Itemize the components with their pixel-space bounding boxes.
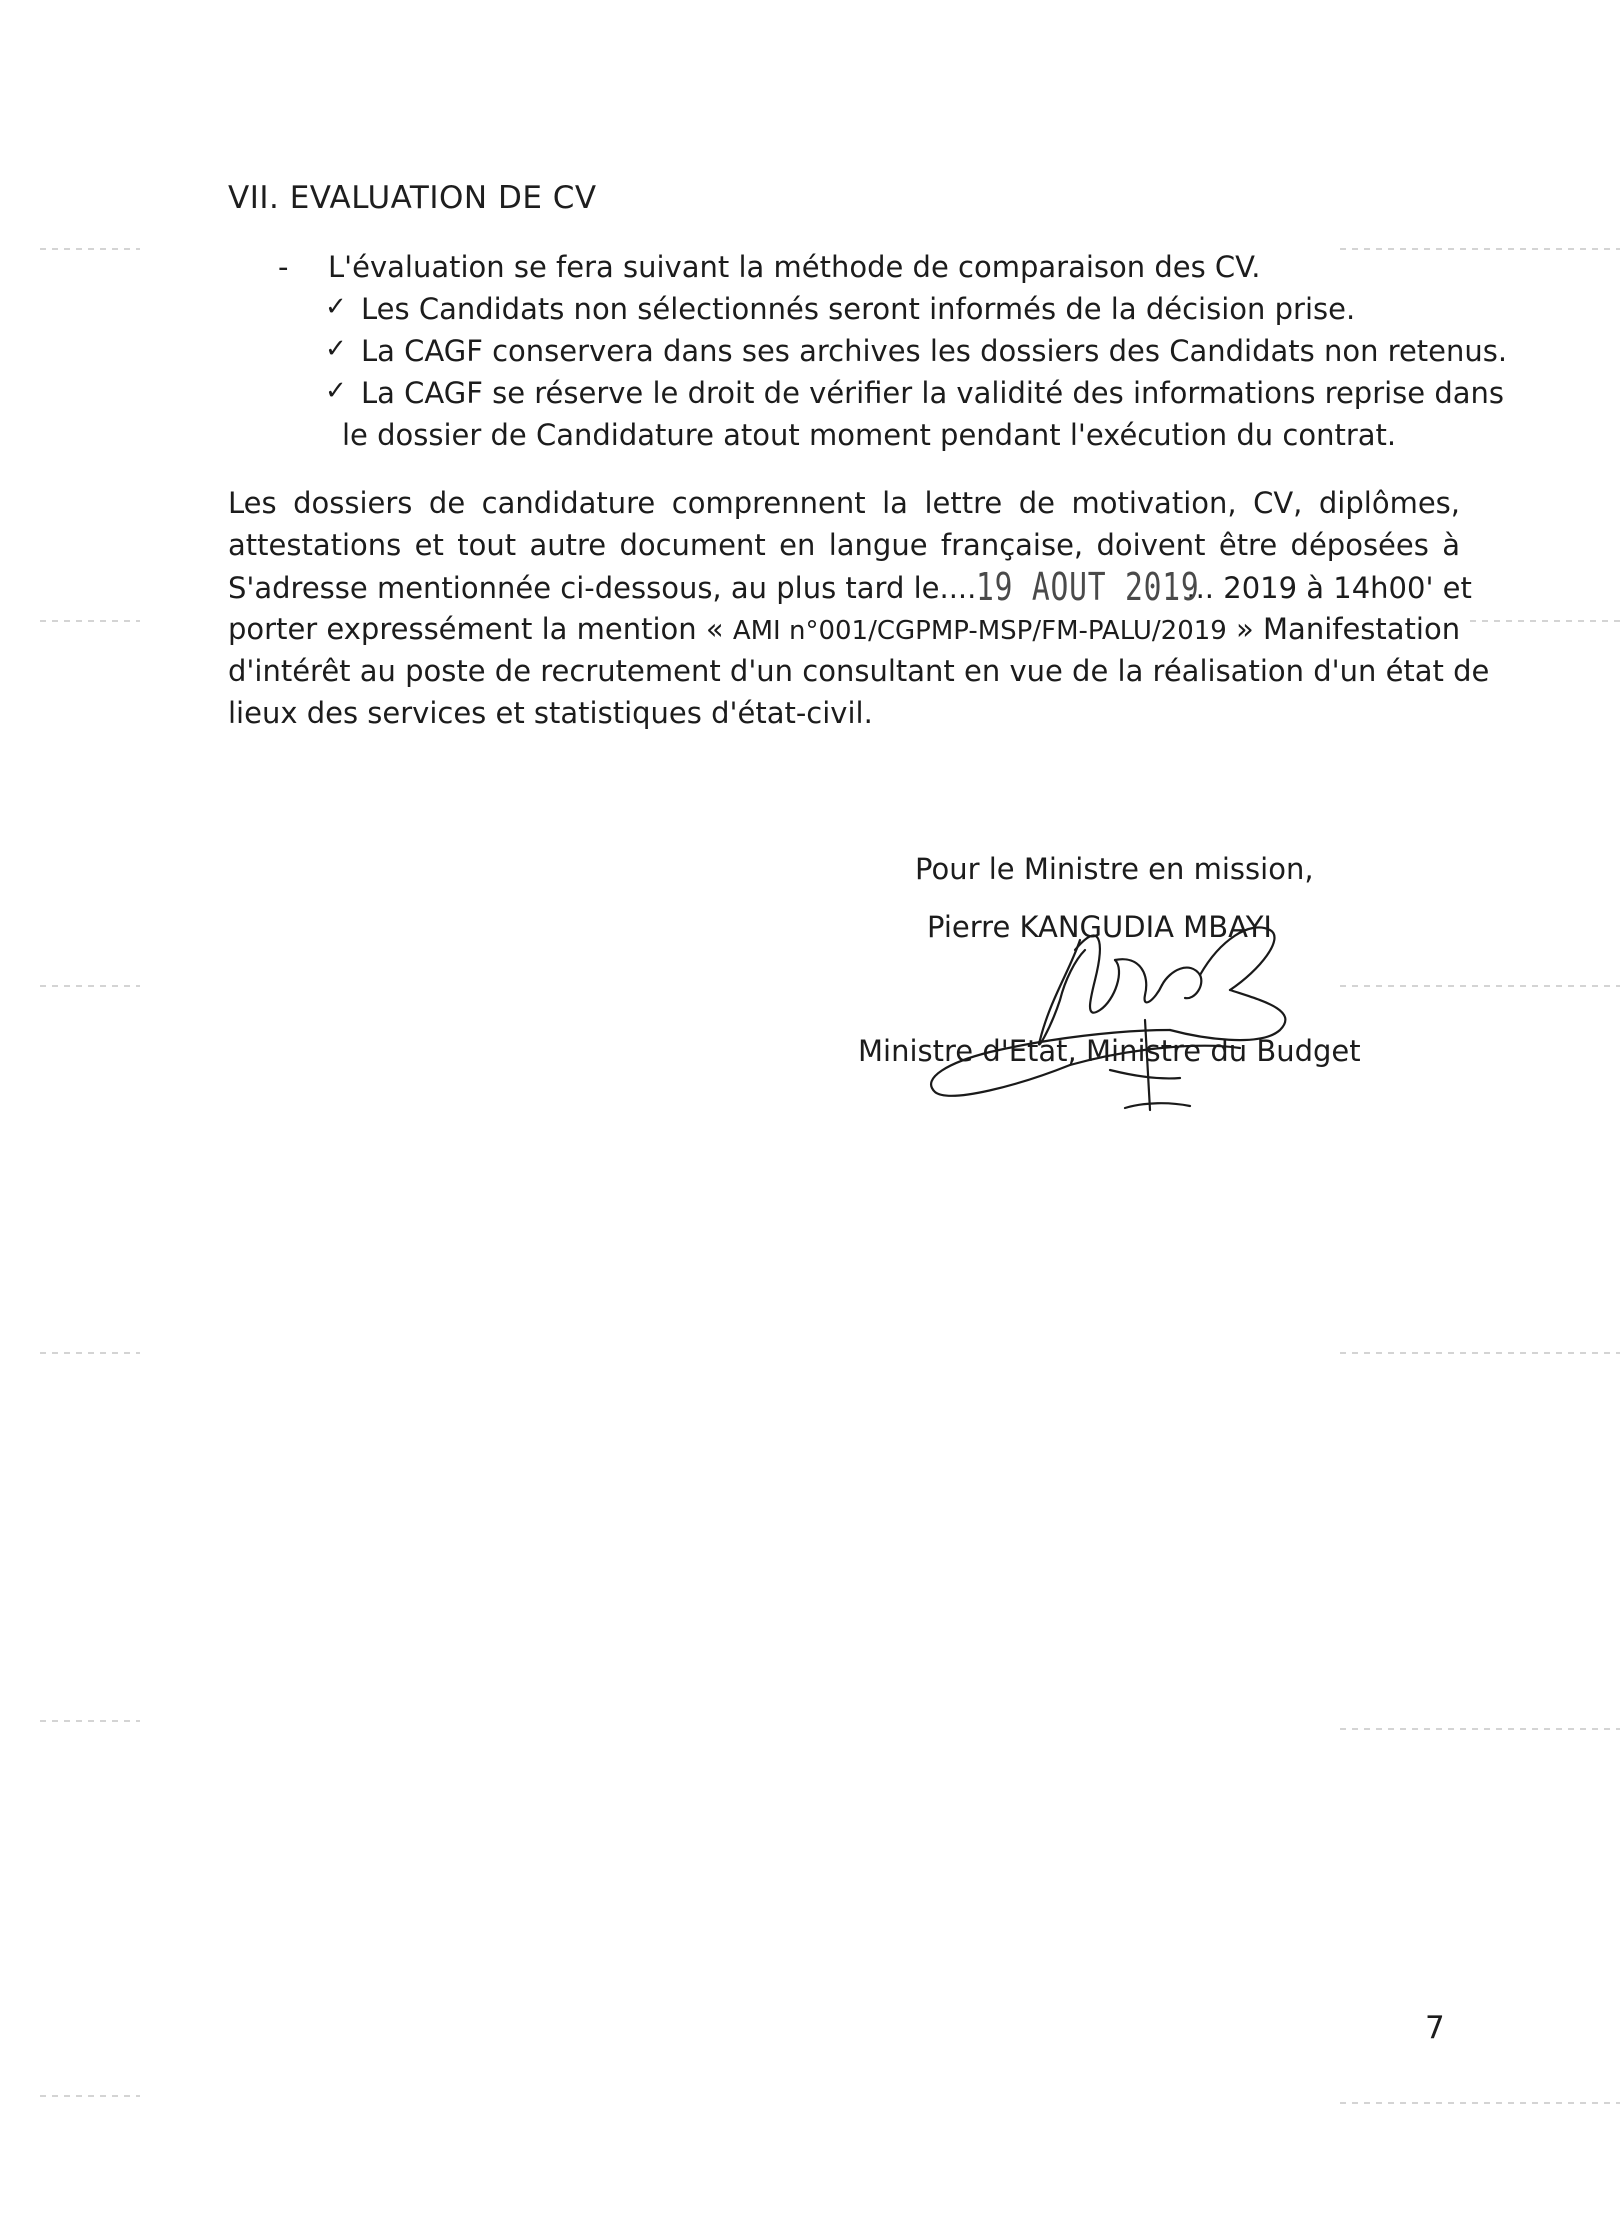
handwritten-signature bbox=[900, 880, 1360, 1140]
checkmark-icon: ✓ bbox=[325, 376, 347, 406]
list-item-text: La CAGF conservera dans ses archives les dossiers des Candidats non retenus. bbox=[361, 334, 1508, 368]
list-item-text: La CAGF se réserve le droit de vérifier la validité des informations reprise dans bbox=[361, 376, 1505, 410]
reference-code: AMI n°001/CGPMP-MSP/FM-PALU/2019 bbox=[732, 616, 1227, 646]
scan-artifact bbox=[1340, 2102, 1620, 2104]
list-item-text: L'évaluation se fera suivant la méthode de comparaison des CV. bbox=[328, 250, 1261, 284]
paragraph-text: porter expressément la mention « bbox=[228, 612, 733, 646]
paragraph-line: lieux des services et statistiques d'état-civil. bbox=[228, 696, 873, 730]
dash-marker: - bbox=[278, 250, 289, 284]
paragraph-line bbox=[228, 565, 1472, 609]
application-paragraph bbox=[228, 482, 1490, 734]
signatory-title: Ministre d'Etat, Ministre du Budget bbox=[858, 1034, 1361, 1068]
paragraph-text: S'adresse mentionnée ci-dessous, au plus tard le.... bbox=[228, 571, 977, 605]
signatory-name: Pierre KANGUDIA MBAYI bbox=[927, 910, 1272, 944]
on-behalf-line: Pour le Ministre en mission, bbox=[915, 852, 1314, 886]
list-item-continuation: le dossier de Candidature atout moment pendant l'exécution du contrat. bbox=[342, 418, 1397, 452]
scan-artifact bbox=[40, 1352, 140, 1354]
checkmark-icon: ✓ bbox=[325, 334, 347, 364]
paragraph-text: » Manifestation bbox=[1226, 612, 1461, 646]
scan-artifact bbox=[1470, 620, 1620, 622]
scan-artifact bbox=[40, 2095, 140, 2097]
paragraph-line: Les dossiers de candidature comprennent la lettre de motivation, CV, diplômes, bbox=[228, 486, 1460, 520]
scan-artifact bbox=[40, 248, 140, 250]
list-item-text: Les Candidats non sélectionnés seront informés de la décision prise. bbox=[361, 292, 1356, 326]
scan-artifact bbox=[1340, 248, 1620, 250]
paragraph-text: ... 2019 à 14h00' et bbox=[1186, 571, 1472, 605]
checkmark-icon: ✓ bbox=[325, 292, 347, 322]
section-heading: VII. EVALUATION DE CV bbox=[228, 180, 597, 216]
scan-artifact bbox=[1340, 1728, 1620, 1730]
paragraph-line bbox=[228, 608, 1460, 650]
scan-artifact bbox=[40, 620, 140, 622]
scan-artifact bbox=[1340, 1352, 1620, 1354]
scan-artifact bbox=[1340, 985, 1620, 987]
paragraph-line: d'intérêt au poste de recrutement d'un consultant en vue de la réalisation d'un état de bbox=[228, 654, 1490, 688]
scan-artifact bbox=[40, 985, 140, 987]
date-stamp: 19 AOUT 2019 bbox=[976, 565, 1200, 609]
scan-artifact bbox=[40, 1720, 140, 1722]
page-number: 7 bbox=[1425, 2010, 1445, 2046]
paragraph-line: attestations et tout autre document en langue française, doivent être déposées à bbox=[228, 528, 1460, 562]
